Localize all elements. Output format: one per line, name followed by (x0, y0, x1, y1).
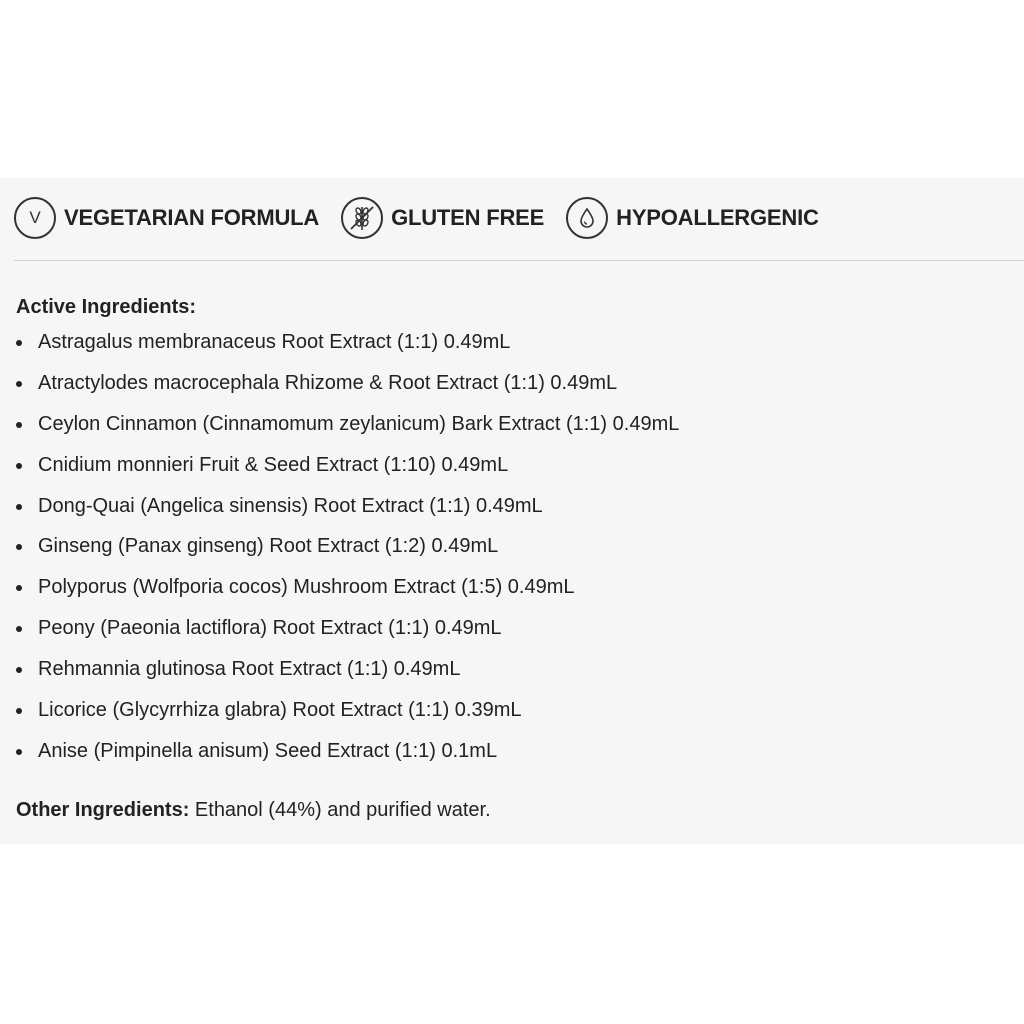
bullet-icon (16, 749, 22, 755)
list-item (16, 328, 679, 369)
bullet-icon (16, 381, 22, 387)
gluten-free-badge (341, 197, 544, 239)
list-item (16, 369, 679, 410)
vegetarian-v-glyph: V (29, 208, 41, 227)
bullet-icon (16, 667, 22, 673)
bullet-icon (16, 708, 22, 714)
bullet-icon (16, 340, 22, 346)
drop-in-circle-icon (566, 197, 608, 239)
list-item (16, 696, 679, 737)
ingredients-panel (0, 178, 1024, 844)
divider (14, 260, 1024, 261)
ingredient-text: Ceylon Cinnamon (Cinnamomum zeylanicum) Bark Extract (1:1) 0.49mL (38, 412, 680, 435)
ingredient-text: Peony (Paeonia lactiflora) Root Extract (1:1) 0.49mL (38, 617, 502, 640)
bullet-icon (16, 585, 22, 591)
vegetarian-v-icon (14, 197, 56, 239)
vegetarian-badge (14, 197, 319, 239)
ingredient-text: Dong-Quai (Angelica sinensis) Root Extract (1:1) 0.49mL (38, 494, 543, 517)
bullet-icon (16, 544, 22, 550)
list-item (16, 655, 679, 696)
other-ingredients-text: Ethanol (44%) and purified water. (189, 799, 491, 821)
other-ingredients (16, 799, 491, 822)
ingredient-text: Ginseng (Panax ginseng) Root Extract (1:2) 0.49mL (38, 535, 499, 558)
list-item (16, 492, 679, 533)
badge-row (14, 196, 841, 240)
bullet-icon (16, 504, 22, 510)
bullet-icon (16, 626, 22, 632)
gluten-free-label: GLUTEN FREE (391, 205, 545, 230)
bullet-icon (16, 422, 22, 428)
ingredient-text: Cnidium monnieri Fruit & Seed Extract (1:10) 0.49mL (38, 453, 509, 476)
vegetarian-label: VEGETARIAN FORMULA (64, 205, 320, 230)
list-item (16, 451, 679, 492)
list-item (16, 410, 679, 451)
list-item (16, 532, 679, 573)
bullet-icon (16, 463, 22, 469)
ingredient-list (16, 328, 679, 778)
ingredient-text: Atractylodes macrocephala Rhizome & Root Extract (1:1) 0.49mL (38, 371, 618, 394)
list-item (16, 573, 679, 614)
no-wheat-icon (341, 197, 383, 239)
ingredient-text: Licorice (Glycyrrhiza glabra) Root Extract (1:1) 0.39mL (38, 699, 522, 722)
hypoallergenic-badge (566, 197, 819, 239)
ingredient-text: Astragalus membranaceus Root Extract (1:1) 0.49mL (38, 331, 511, 353)
ingredient-text: Anise (Pimpinella anisum) Seed Extract (1:1) 0.1mL (38, 739, 498, 762)
hypoallergenic-label: HYPOALLERGENIC (616, 205, 819, 230)
list-item (16, 737, 679, 778)
ingredient-text: Rehmannia glutinosa Root Extract (1:1) 0.49mL (38, 658, 461, 681)
active-ingredients-heading: Active Ingredients: (16, 296, 197, 318)
ingredient-text: Polyporus (Wolfporia cocos) Mushroom Extract (1:5) 0.49mL (38, 576, 575, 599)
other-ingredients-label: Other Ingredients: (16, 799, 190, 821)
list-item (16, 614, 679, 655)
